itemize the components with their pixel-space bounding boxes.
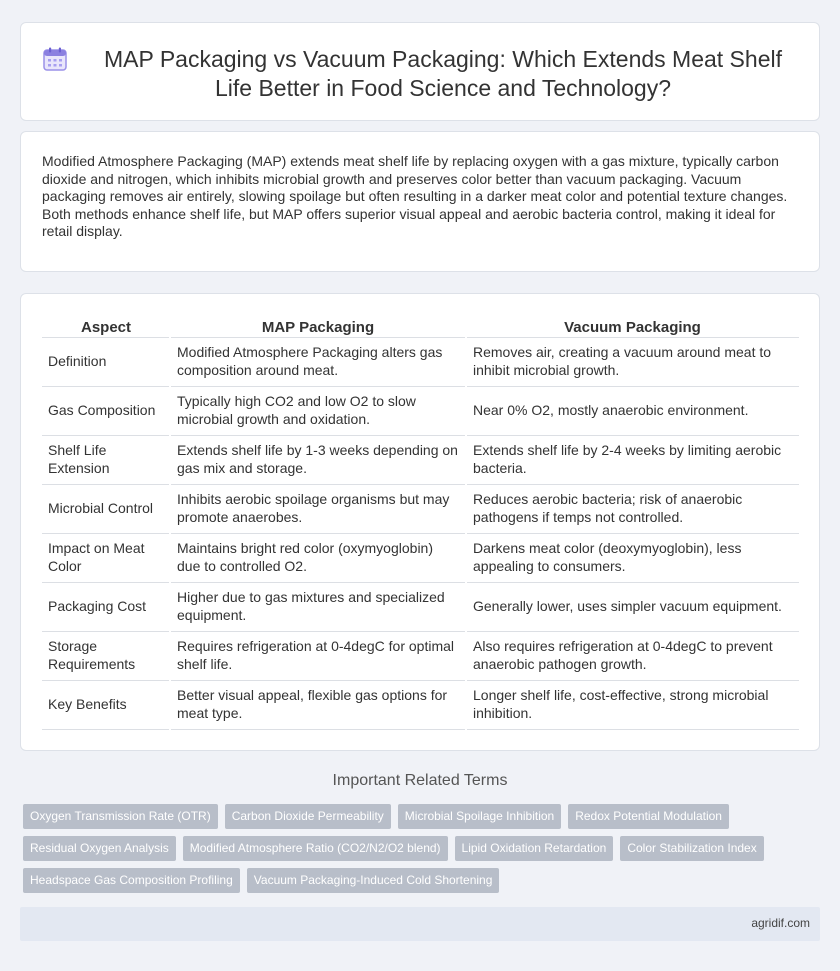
table-header-row	[42, 315, 799, 337]
table-row	[42, 386, 799, 435]
cell-map: Inhibits aerobic spoilage organisms but may promote anaerobes.	[170, 484, 466, 533]
footer-site-link[interactable]: agridif.com	[751, 916, 810, 930]
related-term-tag[interactable]: Residual Oxygen Analysis	[23, 836, 176, 861]
related-term-tag[interactable]: Headspace Gas Composition Profiling	[23, 868, 240, 893]
cell-map: Better visual appeal, flexible gas options for meat type.	[170, 680, 466, 729]
title-wrap	[21, 23, 819, 103]
cell-vacuum: Also requires refrigeration at 0-4degC to prevent anaerobic pathogen growth.	[466, 631, 799, 680]
cell-vacuum: Extends shelf life by 2-4 weeks by limiting aerobic bacteria.	[466, 435, 799, 484]
table-row	[42, 337, 799, 386]
comparison-card	[20, 293, 820, 751]
cell-aspect: Key Benefits	[42, 680, 170, 729]
cell-vacuum: Removes air, creating a vacuum around meat to inhibit microbial growth.	[466, 337, 799, 386]
cell-aspect: Gas Composition	[42, 386, 170, 435]
summary-text: Modified Atmosphere Packaging (MAP) extends meat shelf life by replacing oxygen with a gas mixture, typically carbon dioxide and nitrogen, which inhibits microbial growth and preserves color better than vacuum packaging. Vacuum packaging removes air entirely, slowing spoilage but often resulting in a darker meat color and potential texture changes. Both methods enhance shelf life, but MAP offers superior visual appeal and aerobic bacteria control, making it ideal for retail display.	[42, 153, 788, 240]
cell-aspect: Definition	[42, 337, 170, 386]
table-row	[42, 435, 799, 484]
header-card	[20, 22, 820, 121]
table-row	[42, 533, 799, 582]
table-row	[42, 484, 799, 533]
cell-aspect: Shelf Life Extension	[42, 435, 170, 484]
cell-vacuum: Darkens meat color (deoxymyoglobin), less appealing to consumers.	[466, 533, 799, 582]
cell-map: Maintains bright red color (oxymyoglobin) due to controlled O2.	[170, 533, 466, 582]
table-row	[42, 582, 799, 631]
cell-vacuum: Near 0% O2, mostly anaerobic environment.	[466, 386, 799, 435]
related-term-tag[interactable]: Redox Potential Modulation	[568, 804, 729, 829]
cell-map: Extends shelf life by 1-3 weeks depending on gas mix and storage.	[170, 435, 466, 484]
related-terms-heading: Important Related Terms	[332, 772, 508, 789]
header-map: MAP Packaging	[170, 315, 466, 337]
cell-map: Requires refrigeration at 0-4degC for optimal shelf life.	[170, 631, 466, 680]
calendar-icon	[42, 46, 68, 72]
cell-vacuum: Longer shelf life, cost-effective, strong microbial inhibition.	[466, 680, 799, 729]
page-title: MAP Packaging vs Vacuum Packaging: Which Extends Meat Shelf Life Better in Food Science and Technology?	[104, 46, 782, 101]
cell-aspect: Impact on Meat Color	[42, 533, 170, 582]
related-term-tag[interactable]: Color Stabilization Index	[620, 836, 763, 861]
related-term-tag[interactable]: Vacuum Packaging-Induced Cold Shortening	[247, 868, 500, 893]
cell-vacuum: Reduces aerobic bacteria; risk of anaerobic pathogens if temps not controlled.	[466, 484, 799, 533]
table-row	[42, 680, 799, 729]
footer-bar	[20, 907, 820, 941]
related-term-tag[interactable]: Microbial Spoilage Inhibition	[398, 804, 561, 829]
cell-map: Modified Atmosphere Packaging alters gas composition around meat.	[170, 337, 466, 386]
related-term-tag[interactable]: Carbon Dioxide Permeability	[225, 804, 391, 829]
header-vacuum: Vacuum Packaging	[466, 315, 799, 337]
cell-aspect: Storage Requirements	[42, 631, 170, 680]
cell-map: Typically high CO2 and low O2 to slow microbial growth and oxidation.	[170, 386, 466, 435]
cell-map: Higher due to gas mixtures and specialized equipment.	[170, 582, 466, 631]
cell-aspect: Microbial Control	[42, 484, 170, 533]
related-term-tag[interactable]: Lipid Oxidation Retardation	[455, 836, 614, 861]
cell-vacuum: Generally lower, uses simpler vacuum equipment.	[466, 582, 799, 631]
cell-aspect: Packaging Cost	[42, 582, 170, 631]
related-term-tag[interactable]: Oxygen Transmission Rate (OTR)	[23, 804, 218, 829]
comparison-table	[42, 315, 799, 730]
related-terms-list	[23, 804, 783, 900]
table-row	[42, 631, 799, 680]
summary-card	[20, 131, 820, 272]
related-term-tag[interactable]: Modified Atmosphere Ratio (CO2/N2/O2 blend)	[183, 836, 448, 861]
header-aspect: Aspect	[42, 315, 170, 337]
